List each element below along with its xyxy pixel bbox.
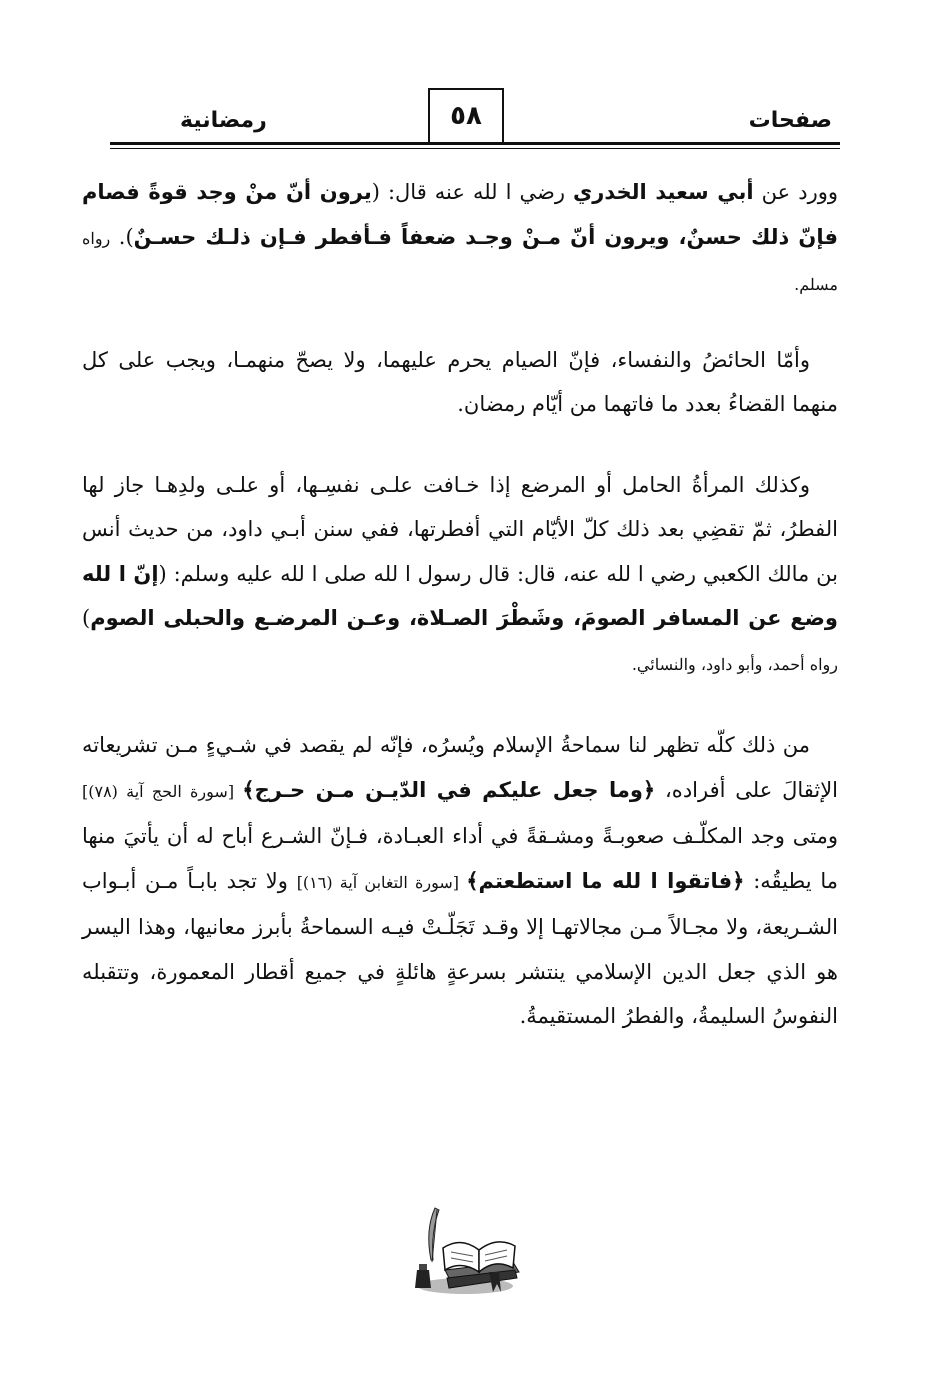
verse-reference: [سورة الحج آية (٧٨)]: [82, 781, 243, 801]
header-title-left: رمضانية: [180, 108, 267, 133]
text-segment: وكذلك المرأةُ الحامل أو المرضع إذا خـافت علـى نفسِـها، أو علـى ولدِهـا جاز لها الفطرُ، ثمّ تقضِي بعد ذلك كلّ الأيّام التي أفطرتها، ففي سنن أبـي داود، من حديث أنس بن مالك الكعبي رضي ا لله عنه، قال: قال رسول ا لله صلى ا لله عليه وسلم: (: [82, 472, 838, 586]
hadith-source: رواه أحمد، وأبو داود، والنسائي.: [631, 654, 838, 674]
page-body: [82, 170, 838, 1075]
text-segment: من ذلك كلّه تظهر لنا سماحةُ الإسلام ويُسرُه، فإنّه لم يقصد في شـيءٍ مـن تشريعاته الإثقالَ على أفراده،: [82, 733, 839, 802]
open-book-quill-ornament-icon: [395, 1200, 525, 1300]
page-number-box: [428, 88, 504, 142]
text-segment: رضي ا لله عنه قال: (: [371, 180, 574, 204]
text-segment: ولا تجد بابـاً مـن أبـواب الشـريعة، ولا مجـالاً مـن مجالاتهـا إلا وقـد تَجَلّـتْ فيـه السماحةُ بأبرز معانيها، وهذا اليسر هو الذي جعل الدين الإسلامي ينتشر بسرعةٍ هائلةٍ في جميع أقطار المعمورة، وتتقبله النفوسُ السليمةُ، والفطرُ المستقيمةُ.: [82, 868, 838, 1028]
header-rule-thick: [110, 142, 840, 145]
text-segment: ).: [110, 224, 134, 249]
narrator-name: أبي سعيد الخدري: [573, 180, 754, 204]
quran-verse: ﴿وما جعل عليكم في الدّيـن مـن حـرج﴾: [242, 777, 656, 802]
hadith-source: رواه مسلم.: [82, 228, 838, 294]
paragraph-3: [82, 463, 838, 688]
header-title-right: صفحات: [748, 108, 832, 133]
text-segment: وأمّا الحائضُ والنفساء، فإنّ الصيام يحرم عليهما، ولا يصحّ منهمـا، ويجب على كل منهما القضاءُ بعدد ما فاتهما من أيّام رمضان.: [82, 347, 838, 416]
text-segment: ومتى وجد المكلّـف صعوبـةً ومشـقةً في أداء العبـادة، فـإنّ الشـرع أباح له أن يأتيَ منها ما يطيقُه:: [82, 824, 838, 893]
page-number: ٥٨: [450, 101, 482, 131]
paragraph-4: [82, 723, 838, 1039]
verse-reference: [سورة التغابن آية (١٦)]: [296, 872, 467, 892]
paragraph-2: [82, 338, 838, 427]
hadith-quote: يرون أنّ منْ وجد قوةً فصام فإنّ ذلك حسنٌ، ويرون أنّ مـنْ وجـد ضعفاً فـأفطر فـإن ذلـك حسـنٌ: [82, 180, 838, 249]
hadith-quote: إنّ ا لله وضع عن المسافر الصومَ، وشَطْرَ الصـلاة، وعـن المرضـع والحبلى الصوم: [82, 561, 838, 630]
text-segment: ): [82, 606, 91, 630]
header-rule-thin: [110, 148, 840, 149]
paragraph-1: [82, 170, 838, 308]
text-segment: وورد عن: [753, 180, 838, 204]
quran-verse: ﴿فاتقوا ا لله ما استطعتم﴾: [466, 868, 745, 893]
